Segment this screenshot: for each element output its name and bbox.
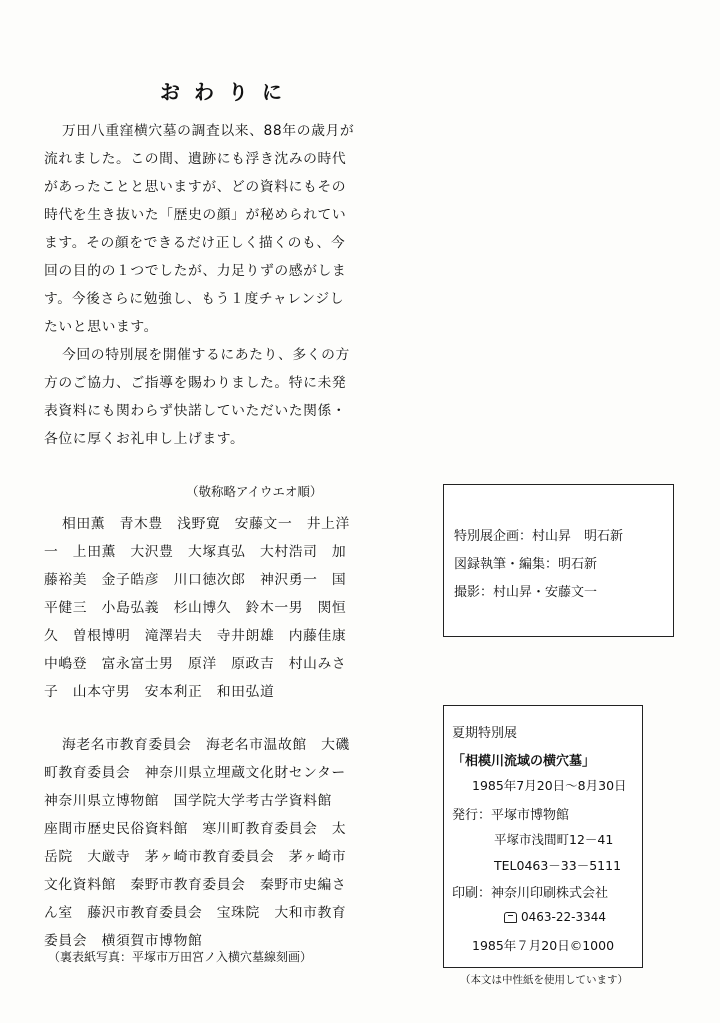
page-title: おわりに xyxy=(160,80,296,104)
honorific-note: （敬称略アイウエオ順） xyxy=(186,484,323,499)
org-line: 海老名市教育委員会 海老名市温故館 大磯 xyxy=(62,737,350,753)
org-line: 岳院 大厳寺 茅ヶ崎市教育委員会 茅ヶ崎市 xyxy=(44,849,347,865)
colophon-box xyxy=(443,705,643,968)
name-line: 平健三 小島弘義 杉山博久 鈴木一男 関恒 xyxy=(44,600,347,616)
name-line: 中嶋登 富永富士男 原洋 原政吉 村山みさ xyxy=(44,656,347,672)
body-line: 今回の特別展を開催するにあたり、多くの方 xyxy=(62,347,350,363)
printer-tel-row xyxy=(504,910,606,924)
exhibit-type: 夏期特別展 xyxy=(452,726,518,741)
name-line: 相田薫 青木豊 浅野寛 安藤文一 井上洋 xyxy=(62,516,350,532)
publisher: 発行：平塚市博物館 xyxy=(452,808,570,823)
paper-note: （本文は中性紙を使用しています） xyxy=(460,974,628,986)
org-line: 神奈川県立博物館 国学院大学考古学資料館 xyxy=(44,793,332,809)
name-line: 藤裕美 金子皓彦 川口徳次郎 神沢勇一 国 xyxy=(44,572,347,588)
body-line: 方のご協力、ご指導を賜わりました。特に未発 xyxy=(44,375,347,391)
body-line: 表資料にも関わらず快諾していただいた関係・ xyxy=(44,403,347,419)
telephone-icon xyxy=(504,912,517,923)
org-line: 委員会 横須賀市博物館 xyxy=(44,933,203,949)
credit-editing: 図録執筆・編集：明石新 xyxy=(454,557,598,572)
org-line: 町教育委員会 神奈川県立埋蔵文化財センター xyxy=(44,765,346,781)
org-line: ん室 藤沢市教育委員会 宝珠院 大和市教育 xyxy=(44,905,347,921)
exhibit-title: 「相模川流域の横穴墓」 xyxy=(452,754,596,769)
body-line: 流れました。この間、遺跡にも浮き沈みの時代 xyxy=(44,151,347,167)
org-line: 座間市歴史民俗資料館 寒川町教育委員会 太 xyxy=(44,821,347,837)
body-line: す。今後さらに勉強し、もう１度チャレンジし xyxy=(44,291,345,307)
body-line: 万田八重窪横穴墓の調査以来、88年の歳月が xyxy=(62,123,355,139)
body-line: 回の目的の１つでしたが、力足りずの感がしま xyxy=(44,263,347,279)
name-line: 久 曽根博明 滝澤岩夫 寺井朗雄 内藤佳康 xyxy=(44,628,347,644)
org-line: 文化資料館 秦野市教育委員会 秦野市史編さ xyxy=(44,877,347,893)
name-line: 一 上田薫 大沢豊 大塚真弘 大村浩司 加 xyxy=(44,544,347,560)
name-line: 子 山本守男 安本利正 和田弘道 xyxy=(44,684,275,700)
body-line: ます。その顔をできるだけ正しく描くのも、今 xyxy=(44,235,346,251)
body-line: 各位に厚くお礼申し上げます。 xyxy=(44,431,245,447)
credit-planning: 特別展企画：村山昇 明石新 xyxy=(454,529,624,544)
cover-photo-caption: （裏表紙写真：平塚市万田宮ノ入横穴墓線刻画） xyxy=(48,950,313,964)
body-line: たいと思います。 xyxy=(44,319,159,335)
credits-box xyxy=(443,484,674,637)
publisher-address: 平塚市浅間町12－41 xyxy=(494,832,614,847)
printer: 印刷：神奈川印刷株式会社 xyxy=(452,886,609,901)
credit-photo: 撮影：村山昇・安藤文一 xyxy=(454,585,598,600)
body-line: 時代を生き抜いた「歴史の顔」が秘められてい xyxy=(44,207,347,223)
publication-date: 1985年７月20日©1000 xyxy=(472,938,615,953)
printer-tel: 0463-22-3344 xyxy=(521,910,607,924)
body-line: があったことと思いますが、どの資料にもその xyxy=(44,179,347,195)
publisher-tel: TEL0463－33－5111 xyxy=(494,858,622,873)
exhibit-dates: 1985年7月20日～8月30日 xyxy=(472,778,627,793)
